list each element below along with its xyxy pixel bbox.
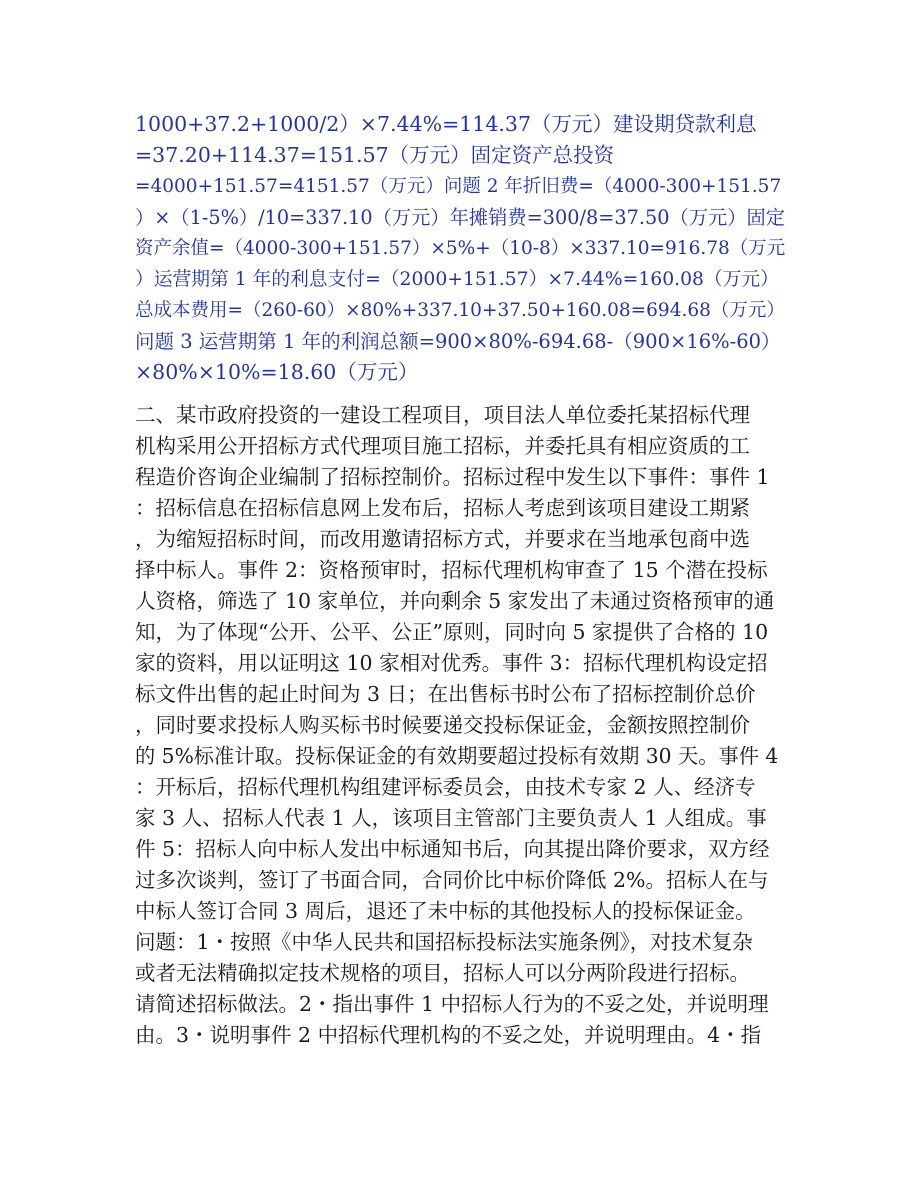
body-line: 知，为了体现“公开、公平、公正”原则，同时向 5 家提供了合格的 10 bbox=[135, 620, 769, 644]
body-line: ，为缩短招标时间，而改用邀请招标方式，并要求在当地承包商中选 bbox=[135, 527, 750, 551]
body-line: 由。3・说明事件 2 中招标代理机构的不妥之处，并说明理由。4・指 bbox=[135, 1023, 762, 1047]
body-line: 问题：1・按照《中华人民共和国招标投标法实施条例》，对技术复杂 bbox=[135, 930, 753, 954]
body-line: 程造价咨询企业编制了招标控制价。招标过程中发生以下事件：事件 1 bbox=[135, 465, 770, 489]
body-line: ，同时要求投标人购买标书时候要递交投标保证金，金额按照控制价 bbox=[135, 713, 750, 737]
body-line: ：开标后，招标代理机构组建评标委员会，由技术专家 2 人、经济专 bbox=[135, 775, 756, 799]
calc-line: 问题 3 运营期第 1 年的利润总额=900×80%-694.68-（900×16%-60） bbox=[135, 330, 781, 353]
calc-line: 1000+37.2+1000/2）×7.44%=114.37（万元）建设期贷款利息 bbox=[135, 112, 757, 136]
body-line: 家的资料，用以证明这 10 家相对优秀。事件 3：招标代理机构设定招 bbox=[135, 651, 768, 675]
body-line: ：招标信息在招标信息网上发布后，招标人考虑到该项目建设工期紧 bbox=[135, 496, 750, 520]
body-line: 人资格，筛选了 10 家单位，并向剩余 5 家发出了未通过资格预审的通 bbox=[135, 589, 775, 613]
calculation-answer-block bbox=[135, 109, 785, 388]
body-line: 的 5%标准计取。投标保证金的有效期要超过投标有效期 30 天。事件 4 bbox=[135, 744, 779, 768]
body-line: 标文件出售的起止时间为 3 日；在出售标书时公布了招标控制价总价 bbox=[135, 682, 756, 706]
body-line: 机构采用公开招标方式代理项目施工招标，并委托具有相应资质的工 bbox=[135, 434, 750, 458]
body-line: 请简述招标做法。2・指出事件 1 中招标人行为的不妥之处，并说明理 bbox=[135, 992, 769, 1016]
body-line: 择中标人。事件 2：资格预审时，招标代理机构审查了 15 个潜在投标 bbox=[135, 558, 768, 582]
calc-line: ）运营期第 1 年的利息支付=（2000+151.57）×7.44%=160.08（万元） bbox=[135, 269, 779, 290]
calc-line: =4000+151.57=4151.57（万元）问题 2 年折旧费=（4000-300+151.57 bbox=[135, 176, 782, 197]
body-line: 二、某市政府投资的一建设工程项目，项目法人单位委托某招标代理 bbox=[135, 403, 750, 427]
body-line: 或者无法精确拟定技术规格的项目，招标人可以分两阶段进行招标。 bbox=[135, 961, 750, 985]
body-line: 家 3 人、招标人代表 1 人，该项目主管部门主要负责人 1 人组成。事 bbox=[135, 806, 767, 830]
calc-line: 资产余值=（4000-300+151.57）×5%+（10-8）×337.10=916.78（万元 bbox=[135, 238, 786, 259]
body-line: 过多次谈判，签订了书面合同，合同价比中标价降低 2%。招标人在与 bbox=[135, 868, 769, 892]
calc-line: ×80%×10%=18.60（万元） bbox=[135, 360, 419, 384]
body-line: 中标人签订合同 3 周后，退还了未中标的其他投标人的投标保证金。 bbox=[135, 899, 756, 923]
body-line: 件 5：招标人向中标人发出中标通知书后，向其提出降价要求，双方经 bbox=[135, 837, 770, 861]
question-two-paragraph bbox=[135, 400, 785, 1051]
calc-line: ）×（1-5%）/10=337.10（万元）年摊销费=300/8=37.50（万元）固定 bbox=[135, 206, 785, 229]
calc-line: 总成本费用=（260-60）×80%+337.10+37.50+160.08=694.68（万元） bbox=[135, 300, 785, 321]
calc-line: =37.20+114.37=151.57（万元）固定资产总投资 bbox=[135, 143, 615, 167]
